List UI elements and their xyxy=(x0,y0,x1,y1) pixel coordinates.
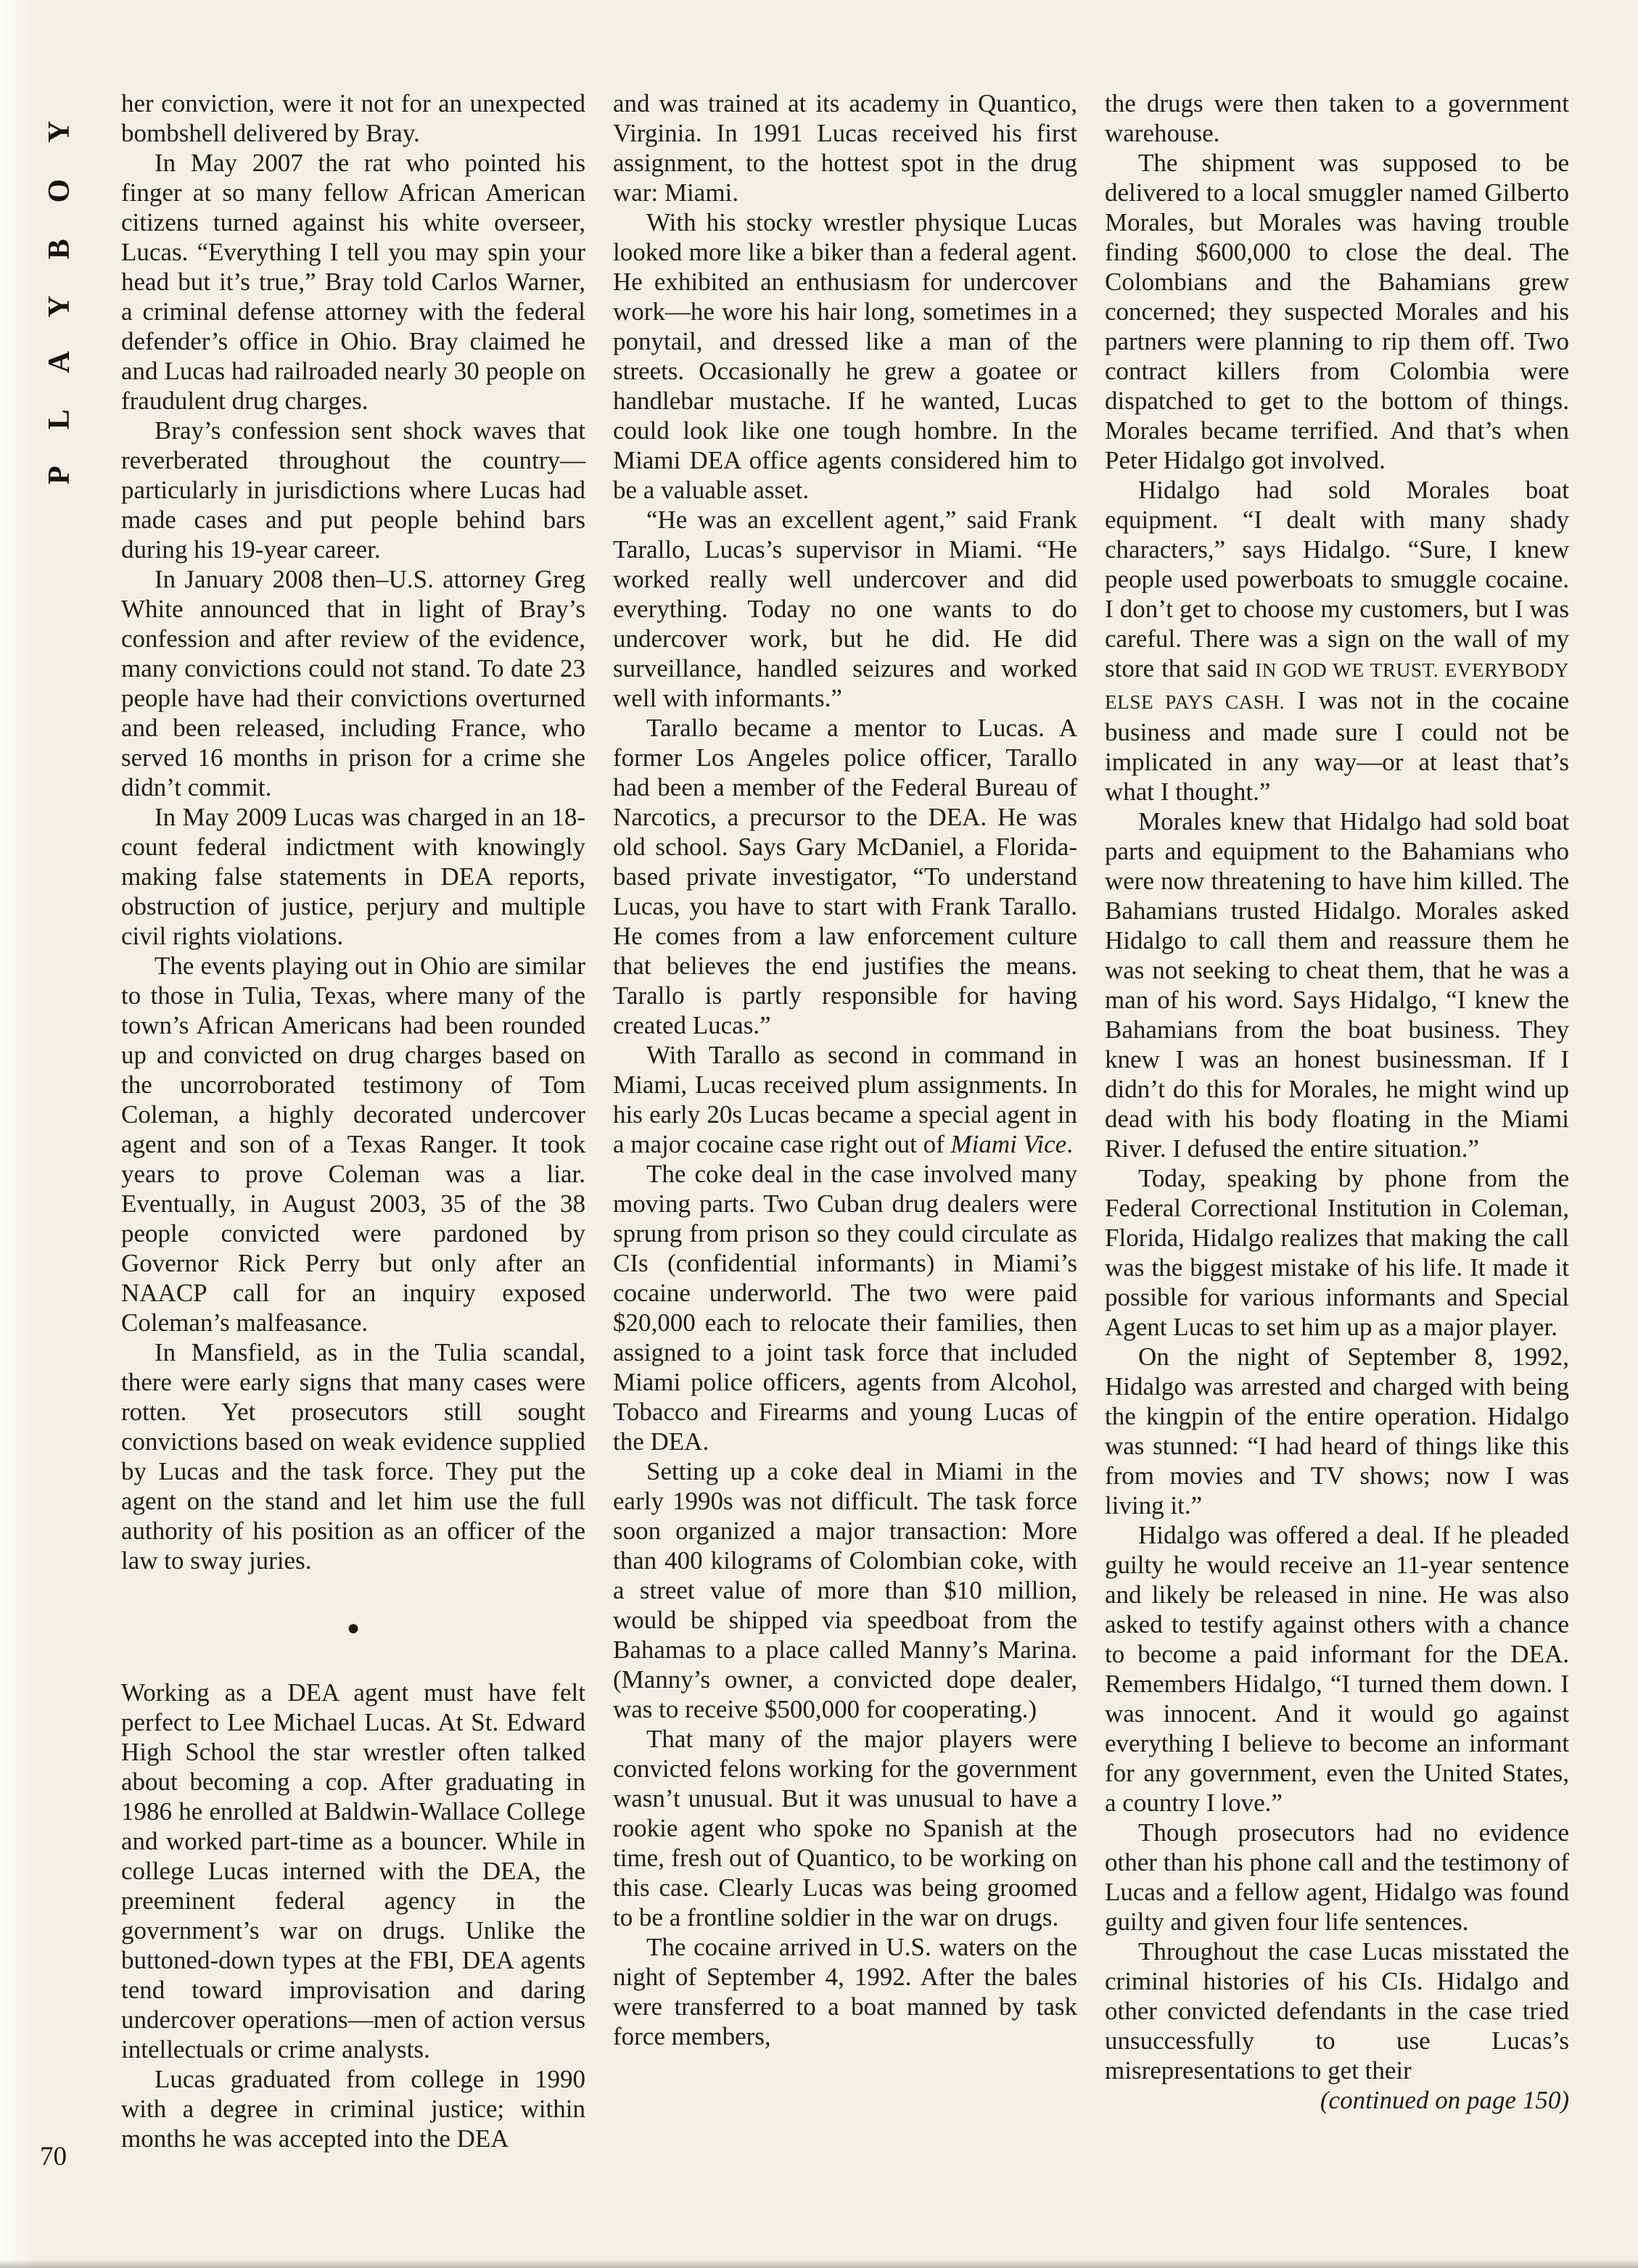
paragraph xyxy=(121,2064,585,2153)
scan-edge-left xyxy=(0,0,38,2268)
text-run: The events playing out in Ohio are similar to those in Tulia, Texas, where many of the town’s African Americans had been rounded up and convicted on drug charges based on the uncorroborated testimony of Tom Coleman, a highly decorated undercover agent and son of a Texas Ranger. It took years to prove Coleman was a liar. Eventually, in August 2003, 35 of the 38 people convicted were pardoned by Governor Rick Perry but only after an NAACP call for an inquiry exposed Coleman’s malfeasance. xyxy=(121,952,585,1337)
text-run: Working as a DEA agent must have felt perfect to Lee Michael Lucas. At St. Edward High School the star wrestler often talked about becoming a cop. After graduating in 1986 he enrolled at Baldwin-Wallace College and worked part-time as a bouncer. While in college Lucas interned with the DEA, the preeminent federal agency in the government’s war on drugs. Unlike the buttoned-down types at the FBI, DEA agents tend toward improvisation and daring undercover operations—men of action versus intellectuals or crime analysts. xyxy=(121,1678,585,2063)
text-run: Hidalgo was offered a deal. If he pleaded guilty he would receive an 11-year sentence and likely be released in nine. He was also asked to testify against others with a chance to become a paid informant for the DEA. Remembers Hidalgo, “I turned them down. I was innocent. And it would go against everything I believe to become an informant for any government, even the United States, a country I love.” xyxy=(1105,1521,1569,1817)
paragraph xyxy=(1105,475,1569,807)
text-run: With his stocky wrestler physique Lucas looked more like a biker than a federal agent. He exhibited an enthusiasm for undercover work—he wore his hair long, sometimes in a ponytail, and dressed like a man of the streets. Occasionally he grew a goatee or handlebar mustache. If he wanted, Lucas could look like one tough hombre. In the Miami DEA office agents considered him to be a valuable asset. xyxy=(613,208,1077,504)
paragraph xyxy=(1105,1937,1569,2085)
text-run: ● xyxy=(346,1616,361,1640)
text-run: In January 2008 then–U.S. attorney Greg White announced that in light of Bray’s confession and after review of the evidence, many convictions could not stand. To date 23 people have had their convictions overturned and been released, including France, who served 16 months in prison for a crime she didn’t commit. xyxy=(121,565,585,801)
text-run: The shipment was supposed to be delivered to a local smuggler named Gilberto Morales, but Morales was having trouble finding $600,000 to close the deal. The Colombians and the Bahamians grew concerned; they suspected Morales and his partners were planning to rip them off. Two contract killers from Colombia were dispatched to get to the bottom of things. Morales became terrified. And that’s when Peter Hidalgo got involved. xyxy=(1105,149,1569,474)
paragraph xyxy=(1105,88,1569,148)
text-run: That many of the major players were convicted felons working for the government wasn’t unusual. But it was unusual to have a rookie agent who spoke no Spanish at the time, fresh out of Quantico, to be working on this case. Clearly Lucas was being groomed to be a frontline soldier in the war on drugs. xyxy=(613,1725,1077,1931)
column-2 xyxy=(613,88,1077,2153)
paragraph xyxy=(1105,148,1569,475)
continued-on-page-note xyxy=(1105,2085,1569,2115)
text-run: . xyxy=(1066,1130,1073,1158)
text-run: the drugs were then taken to a government warehouse. xyxy=(1105,89,1569,147)
text-run: Though prosecutors had no evidence other than his phone call and the testimony of Lucas and a fellow agent, Hidalgo was found guilty and given four life sentences. xyxy=(1105,1818,1569,1936)
paragraph xyxy=(121,802,585,951)
magazine-title-vertical: PLAYBOY xyxy=(43,84,76,484)
paragraph xyxy=(121,148,585,416)
text-run: In May 2009 Lucas was charged in an 18-count federal indictment with knowingly making false statements in DEA reports, obstruction of justice, perjury and multiple civil rights violations. xyxy=(121,803,585,950)
text-run: Morales knew that Hidalgo had sold boat parts and equipment to the Bahamians who were now threatening to have him killed. The Bahamians trusted Hidalgo. Morales asked Hidalgo to call them and reassure them he was not seeking to cheat them, that he was a man of his word. Says Hidalgo, “I knew the Bahamians from the boat business. They knew I was an honest businessman. If I didn’t do this for Morales, he might wind up dead with his body floating in the Miami River. I defused the entire situation.” xyxy=(1105,807,1569,1163)
paragraph xyxy=(613,505,1077,713)
column-3 xyxy=(1105,88,1569,2153)
paragraph xyxy=(613,1040,1077,1159)
text-run: Bray’s confession sent shock waves that reverberated throughout the country—particularly in jurisdictions where Lucas had made cases and put people behind bars during his 19-year career. xyxy=(121,416,585,564)
paragraph xyxy=(613,1724,1077,1932)
paragraph xyxy=(121,88,585,148)
text-run: The cocaine arrived in U.S. waters on the night of September 4, 1992. After the bales were transferred to a boat manned by task force members, xyxy=(613,1933,1077,2050)
text-run: The coke deal in the case involved many moving parts. Two Cuban drug dealers were sprung from prison so they could circulate as CIs (confidential informants) in Miami’s cocaine underworld. The two were paid $20,000 each to relocate their families, then assigned to a joint task force that included Miami police officers, agents from Alcohol, Tobacco and Firearms and young Lucas of the DEA. xyxy=(613,1160,1077,1456)
text-run: I was not in the cocaine business and made sure I could not be implicated in any way—or at least that’s what I thought.” xyxy=(1105,686,1569,806)
paragraph xyxy=(121,564,585,802)
section-break-bullet xyxy=(121,1612,585,1643)
paragraph xyxy=(613,207,1077,505)
paragraph xyxy=(1105,1163,1569,1342)
text-run: (continued on page 150) xyxy=(1320,2086,1569,2114)
article-columns xyxy=(121,88,1569,2153)
text-run: Today, speaking by phone from the Federal Correctional Institution in Coleman, Florida, Hidalgo realizes that making the call was the biggest mistake of his life. It made it possible for various informants and Special Agent Lucas to set him up as a major player. xyxy=(1105,1164,1569,1341)
paragraph xyxy=(1105,1342,1569,1520)
paragraph xyxy=(613,88,1077,207)
paragraph xyxy=(613,1456,1077,1724)
text-run: Lucas graduated from college in 1990 with a degree in criminal justice; within months he was accepted into the DEA xyxy=(121,2065,585,2153)
text-run: On the night of September 8, 1992, Hidalgo was arrested and charged with being the kingpin of the entire operation. Hidalgo was stunned: “I had heard of things like this from movies and TV shows; now I was living it.” xyxy=(1105,1343,1569,1519)
text-run: Miami Vice xyxy=(950,1130,1067,1158)
text-run: With Tarallo as second in command in Miami, Lucas received plum assignments. In his early 20s Lucas became a special agent in a major cocaine case right out of xyxy=(613,1041,1077,1158)
text-run: “He was an excellent agent,” said Frank Tarallo, Lucas’s supervisor in Miami. “He worked really well undercover and did everything. Today no one wants to do undercover work, but he did. He did surveillance, handled seizures and worked well with informants.” xyxy=(613,506,1077,712)
text-run: Hidalgo had sold Morales boat equipment. “I dealt with many shady characters,” says Hidalgo. “Sure, I knew people used powerboats to smuggle cocaine. I don’t get to choose my customers, but I was careful. There was a sign on the wall of my store that said xyxy=(1105,476,1569,683)
text-run: In Mansfield, as in the Tulia scandal, there were early signs that many cases were rotten. Yet prosecutors still sought convictions based on weak evidence supplied by Lucas and the task force. They put the agent on the stand and let him use the full authority of his position as an officer of the law to sway juries. xyxy=(121,1338,585,1575)
text-run: Tarallo became a mentor to Lucas. A former Los Angeles police officer, Tarallo had been a member of the Federal Bureau of Narcotics, a precursor to the DEA. He was old school. Says Gary McDaniel, a Florida-based private investigator, “To understand Lucas, you have to start with Frank Tarallo. He comes from a law enforcement culture that believes the end justifies the means. Tarallo is partly responsible for having created Lucas.” xyxy=(613,714,1077,1039)
column-1 xyxy=(121,88,585,2153)
paragraph xyxy=(121,951,585,1337)
scan-edge-bottom xyxy=(0,2259,1638,2268)
text-run: Setting up a coke deal in Miami in the early 1990s was not difficult. The task force soon organized a major transaction: More than 400 kilograms of Colombian coke, with a street value of more than $10 million, would be shipped via speedboat from the Bahamas to a place called Manny’s Marina. (Manny’s owner, a convicted dope dealer, was to receive $500,000 for cooperating.) xyxy=(613,1457,1077,1723)
paragraph xyxy=(121,1678,585,2064)
paragraph xyxy=(1105,807,1569,1163)
paragraph xyxy=(121,416,585,564)
text-run: In May 2007 the rat who pointed his finger at so many fellow African American citizens turned against his white overseer, Lucas. “Everything I tell you may spin your head but it’s true,” Bray told Carlos Warner, a criminal defense attorney with the federal defender’s office in Ohio. Bray claimed he and Lucas had railroaded nearly 30 people on fraudulent drug charges. xyxy=(121,149,585,415)
text-run: her conviction, were it not for an unexpected bombshell delivered by Bray. xyxy=(121,89,585,147)
page-number: 70 xyxy=(40,2142,67,2172)
paragraph xyxy=(121,1337,585,1575)
text-run: Throughout the case Lucas misstated the criminal histories of his CIs. Hidalgo and other convicted defendants in the case tried unsuccessfully to use Lucas’s misrepresentations to get their xyxy=(1105,1937,1569,2085)
paragraph xyxy=(1105,1520,1569,1818)
text-run: and was trained at its academy in Quantico, Virginia. In 1991 Lucas received his first assignment, to the hottest spot in the drug war: Miami. xyxy=(613,89,1077,207)
paragraph xyxy=(613,713,1077,1040)
text-run: IN GOD WE TRUST. EVERYBODY ELSE PAYS CASH. xyxy=(1105,659,1569,713)
paragraph xyxy=(613,1932,1077,2051)
paragraph xyxy=(613,1159,1077,1456)
paragraph xyxy=(1105,1818,1569,1937)
